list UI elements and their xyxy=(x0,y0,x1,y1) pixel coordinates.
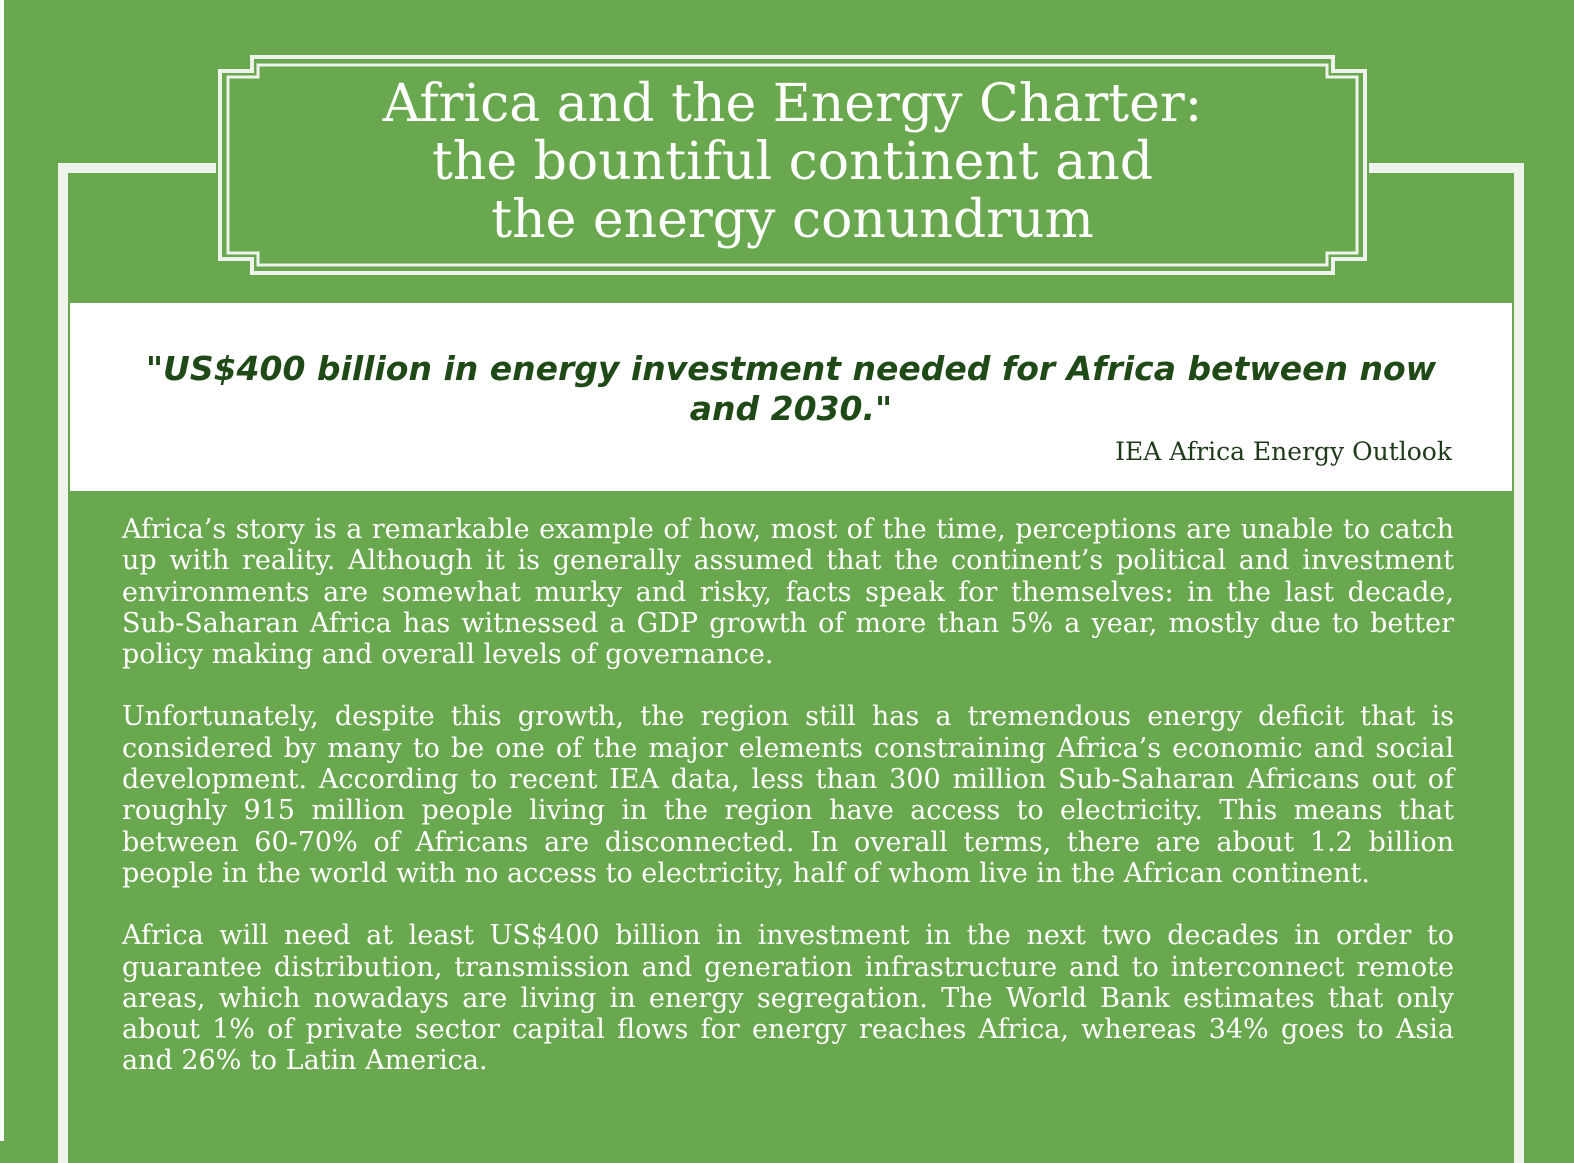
title-line-3: the energy conundrum xyxy=(491,190,1094,250)
paragraph-1: Africa’s story is a remarkable example of how, most of the time, perceptions are unable to catch up with reality. Although it is generally assumed that the continent’s political and investment environments are somewhat murky and risky, facts speak for themselves: in the last decade, Sub-Saharan Africa has witnessed a GDP growth of more than 5% a year, mostly due to better policy making and overall levels of governance. xyxy=(122,514,1454,671)
page-left-edge xyxy=(0,0,4,1141)
pull-quote: "US$400 billion in energy investment needed for Africa between now and 2030." xyxy=(145,349,1437,428)
paragraph-3: Africa will need at least US$400 billion in investment in the next two decades in order to guarantee distribution, transmission and generation infrastructure and to interconnect remote areas, which nowadays are living in energy segregation. The World Bank estimates that only about 1% of private sector capital flows for energy reaches Africa, whereas 34% goes to Asia and 26% to Latin America. xyxy=(122,920,1454,1077)
title-line-2: the bountiful continent and xyxy=(431,132,1154,192)
page-title xyxy=(216,75,1369,249)
title-plaque xyxy=(216,53,1369,277)
quote-band xyxy=(70,303,1512,491)
quote-source: IEA Africa Energy Outlook xyxy=(1115,437,1452,466)
paragraph-2: Unfortunately, despite this growth, the region still has a tremendous energy deficit that is considered by many to be one of the major elements constraining Africa’s economic and social development. According to recent IEA data, less than 300 million Sub-Saharan Africans out of roughly 915 million people living in the region have access to electricity. This means that between 60-70% of Africans are disconnected. In overall terms, there are about 1.2 billion people in the world with no access to electricity, half of whom live in the African continent. xyxy=(122,701,1454,889)
title-line-1: Africa and the Energy Charter: xyxy=(382,74,1203,134)
article-body xyxy=(122,514,1454,1108)
